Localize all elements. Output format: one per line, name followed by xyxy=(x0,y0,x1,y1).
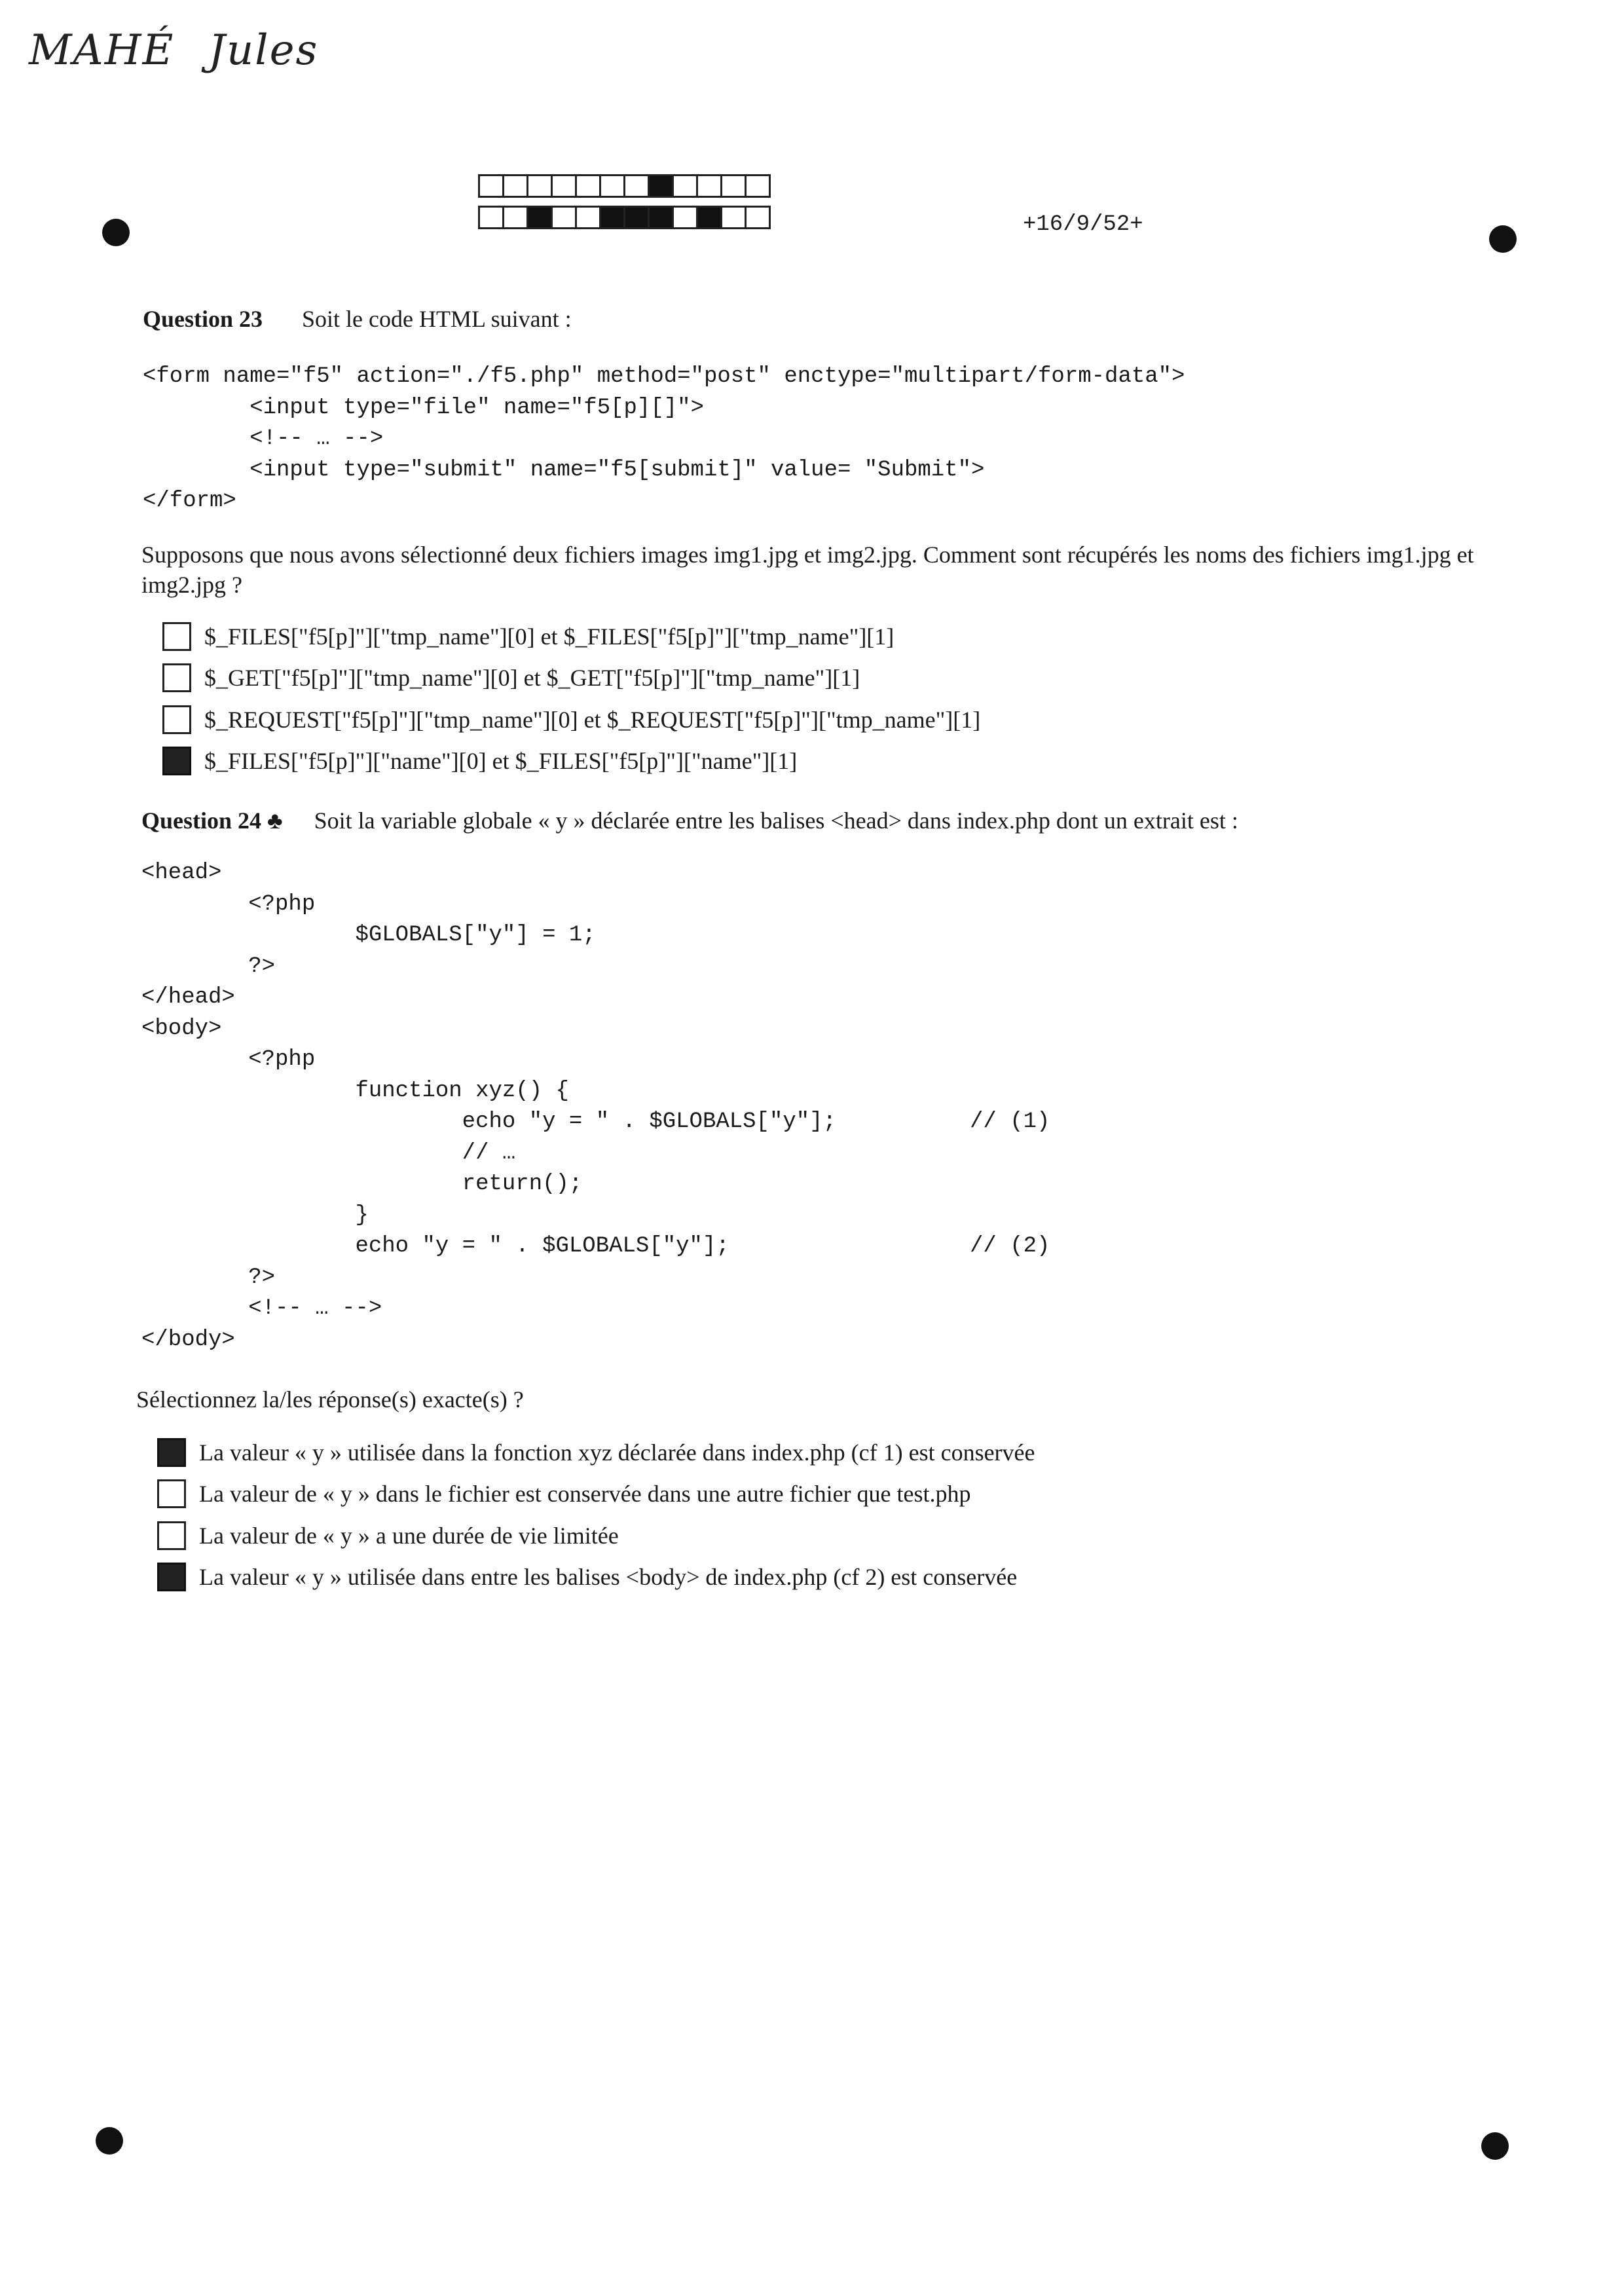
question-label: Question 23 xyxy=(143,306,263,332)
barcode-cell xyxy=(720,174,747,198)
answer-text: $_FILES["f5[p]"]["tmp_name"][0] et $_FILES["f5[p]"]["tmp_name"][1] xyxy=(204,623,895,650)
answer-checkbox[interactable] xyxy=(157,1438,186,1467)
answer-checkbox[interactable] xyxy=(157,1521,186,1550)
answer-text: $_GET["f5[p]"]["tmp_name"][0] et $_GET["f5[p]"]["tmp_name"][1] xyxy=(204,665,860,692)
club-icon: ♣ xyxy=(267,807,283,834)
answer-text: $_REQUEST["f5[p]"]["tmp_name"][0] et $_REQUEST["f5[p]"]["tmp_name"][1] xyxy=(204,706,981,733)
answer-checkbox[interactable] xyxy=(157,1563,186,1591)
barcode-cell xyxy=(478,174,504,198)
answer-option[interactable] xyxy=(157,1432,1035,1473)
barcode-cell xyxy=(696,174,722,198)
corner-dot-bottom-right xyxy=(1481,2132,1509,2160)
answer-option[interactable] xyxy=(162,741,980,783)
handwritten-name xyxy=(29,26,352,75)
answer-option[interactable] xyxy=(157,1557,1035,1599)
corner-dot-top-right xyxy=(1489,225,1517,253)
answer-checkbox[interactable] xyxy=(162,705,191,734)
question-label: Question 24 ♣ xyxy=(141,807,283,834)
answer-text: La valeur de « y » dans le fichier est conservée dans une autre fichier que test.php xyxy=(199,1481,971,1508)
barcode-cell xyxy=(599,174,625,198)
barcode-cell xyxy=(526,174,553,198)
question-intro: Soit la variable globale « y » déclarée entre les balises <head> dans index.php dont un extrait est : xyxy=(314,807,1238,834)
answer-option[interactable] xyxy=(162,657,980,699)
barcode-cell xyxy=(575,174,601,198)
answer-text: $_FILES["f5[p]"]["name"][0] et $_FILES["f5[p]"]["name"][1] xyxy=(204,748,798,775)
answer-text: La valeur de « y » a une durée de vie limitée xyxy=(199,1522,619,1549)
answer-text: La valeur « y » utilisée dans la fonction xyz déclarée dans index.php (cf 1) est conservée xyxy=(199,1439,1035,1466)
html-code-block: <form name="f5" action="./f5.php" method="post" enctype="multipart/form-data"> <input type="file" name="f5[p][]"> <!-- … --> <input type="submit" name="f5[submit]" value= "Submit"> </form> xyxy=(143,364,1185,513)
barcode-cell xyxy=(526,206,553,229)
barcode-cell xyxy=(575,206,601,229)
answer-option[interactable] xyxy=(157,1515,1035,1557)
barcode-cell xyxy=(696,206,722,229)
barcode-cell xyxy=(551,174,577,198)
barcode-cell xyxy=(720,206,747,229)
barcode-cell xyxy=(502,206,528,229)
answer-checkbox[interactable] xyxy=(162,622,191,651)
question-23-header xyxy=(143,305,572,333)
question-intro: Soit le code HTML suivant : xyxy=(302,306,572,332)
barcode-cell xyxy=(551,206,577,229)
answer-list xyxy=(157,1432,1035,1598)
question-prompt: Supposons que nous avons sélectionné deux fichiers images img1.jpg et img2.jpg. Comment sont récupérés les noms des fichiers img1.jpg et img2.jpg ? xyxy=(141,542,1474,598)
answer-text: La valeur « y » utilisée dans entre les balises <body> de index.php (cf 2) est conservée xyxy=(199,1564,1018,1591)
answer-option[interactable] xyxy=(162,699,980,741)
barcode-cell xyxy=(672,174,698,198)
barcode-cell xyxy=(745,206,771,229)
barcode-cell xyxy=(599,206,625,229)
sheet-id: +16/9/52+ xyxy=(1023,212,1143,237)
answer-option[interactable] xyxy=(157,1473,1035,1515)
barcode-cell xyxy=(672,206,698,229)
answer-checkbox[interactable] xyxy=(162,747,191,775)
barcode-cell xyxy=(648,174,674,198)
handwritten-surname: MAHÉ xyxy=(29,26,175,75)
answer-option[interactable] xyxy=(162,616,980,657)
barcode-row xyxy=(478,206,769,229)
barcode-cell xyxy=(478,206,504,229)
answer-checkbox[interactable] xyxy=(157,1479,186,1508)
barcode-cell xyxy=(623,174,650,198)
answer-checkbox[interactable] xyxy=(162,663,191,692)
barcode-cell xyxy=(648,206,674,229)
handwritten-firstname: Jules xyxy=(208,26,319,75)
barcode-cell xyxy=(623,206,650,229)
corner-dot-top-left xyxy=(102,219,130,246)
question-24-header xyxy=(141,807,1238,834)
answer-list xyxy=(162,616,980,782)
corner-dot-bottom-left xyxy=(96,2127,123,2155)
barcode-cell xyxy=(502,174,528,198)
barcode-row xyxy=(478,174,769,198)
question-prompt: Sélectionnez la/les réponse(s) exacte(s) ? xyxy=(136,1386,524,1413)
php-code-block: <head> <?php $GLOBALS["y"] = 1; ?> </head> <body> <?php function xyz() { echo "y = " . $GLOBALS["y"]; // (1) // … return(); } echo "y = " . $GLOBALS["y"]; // (2) ?> <!-- … --> </body> xyxy=(141,861,1050,1352)
barcode-cell xyxy=(745,174,771,198)
